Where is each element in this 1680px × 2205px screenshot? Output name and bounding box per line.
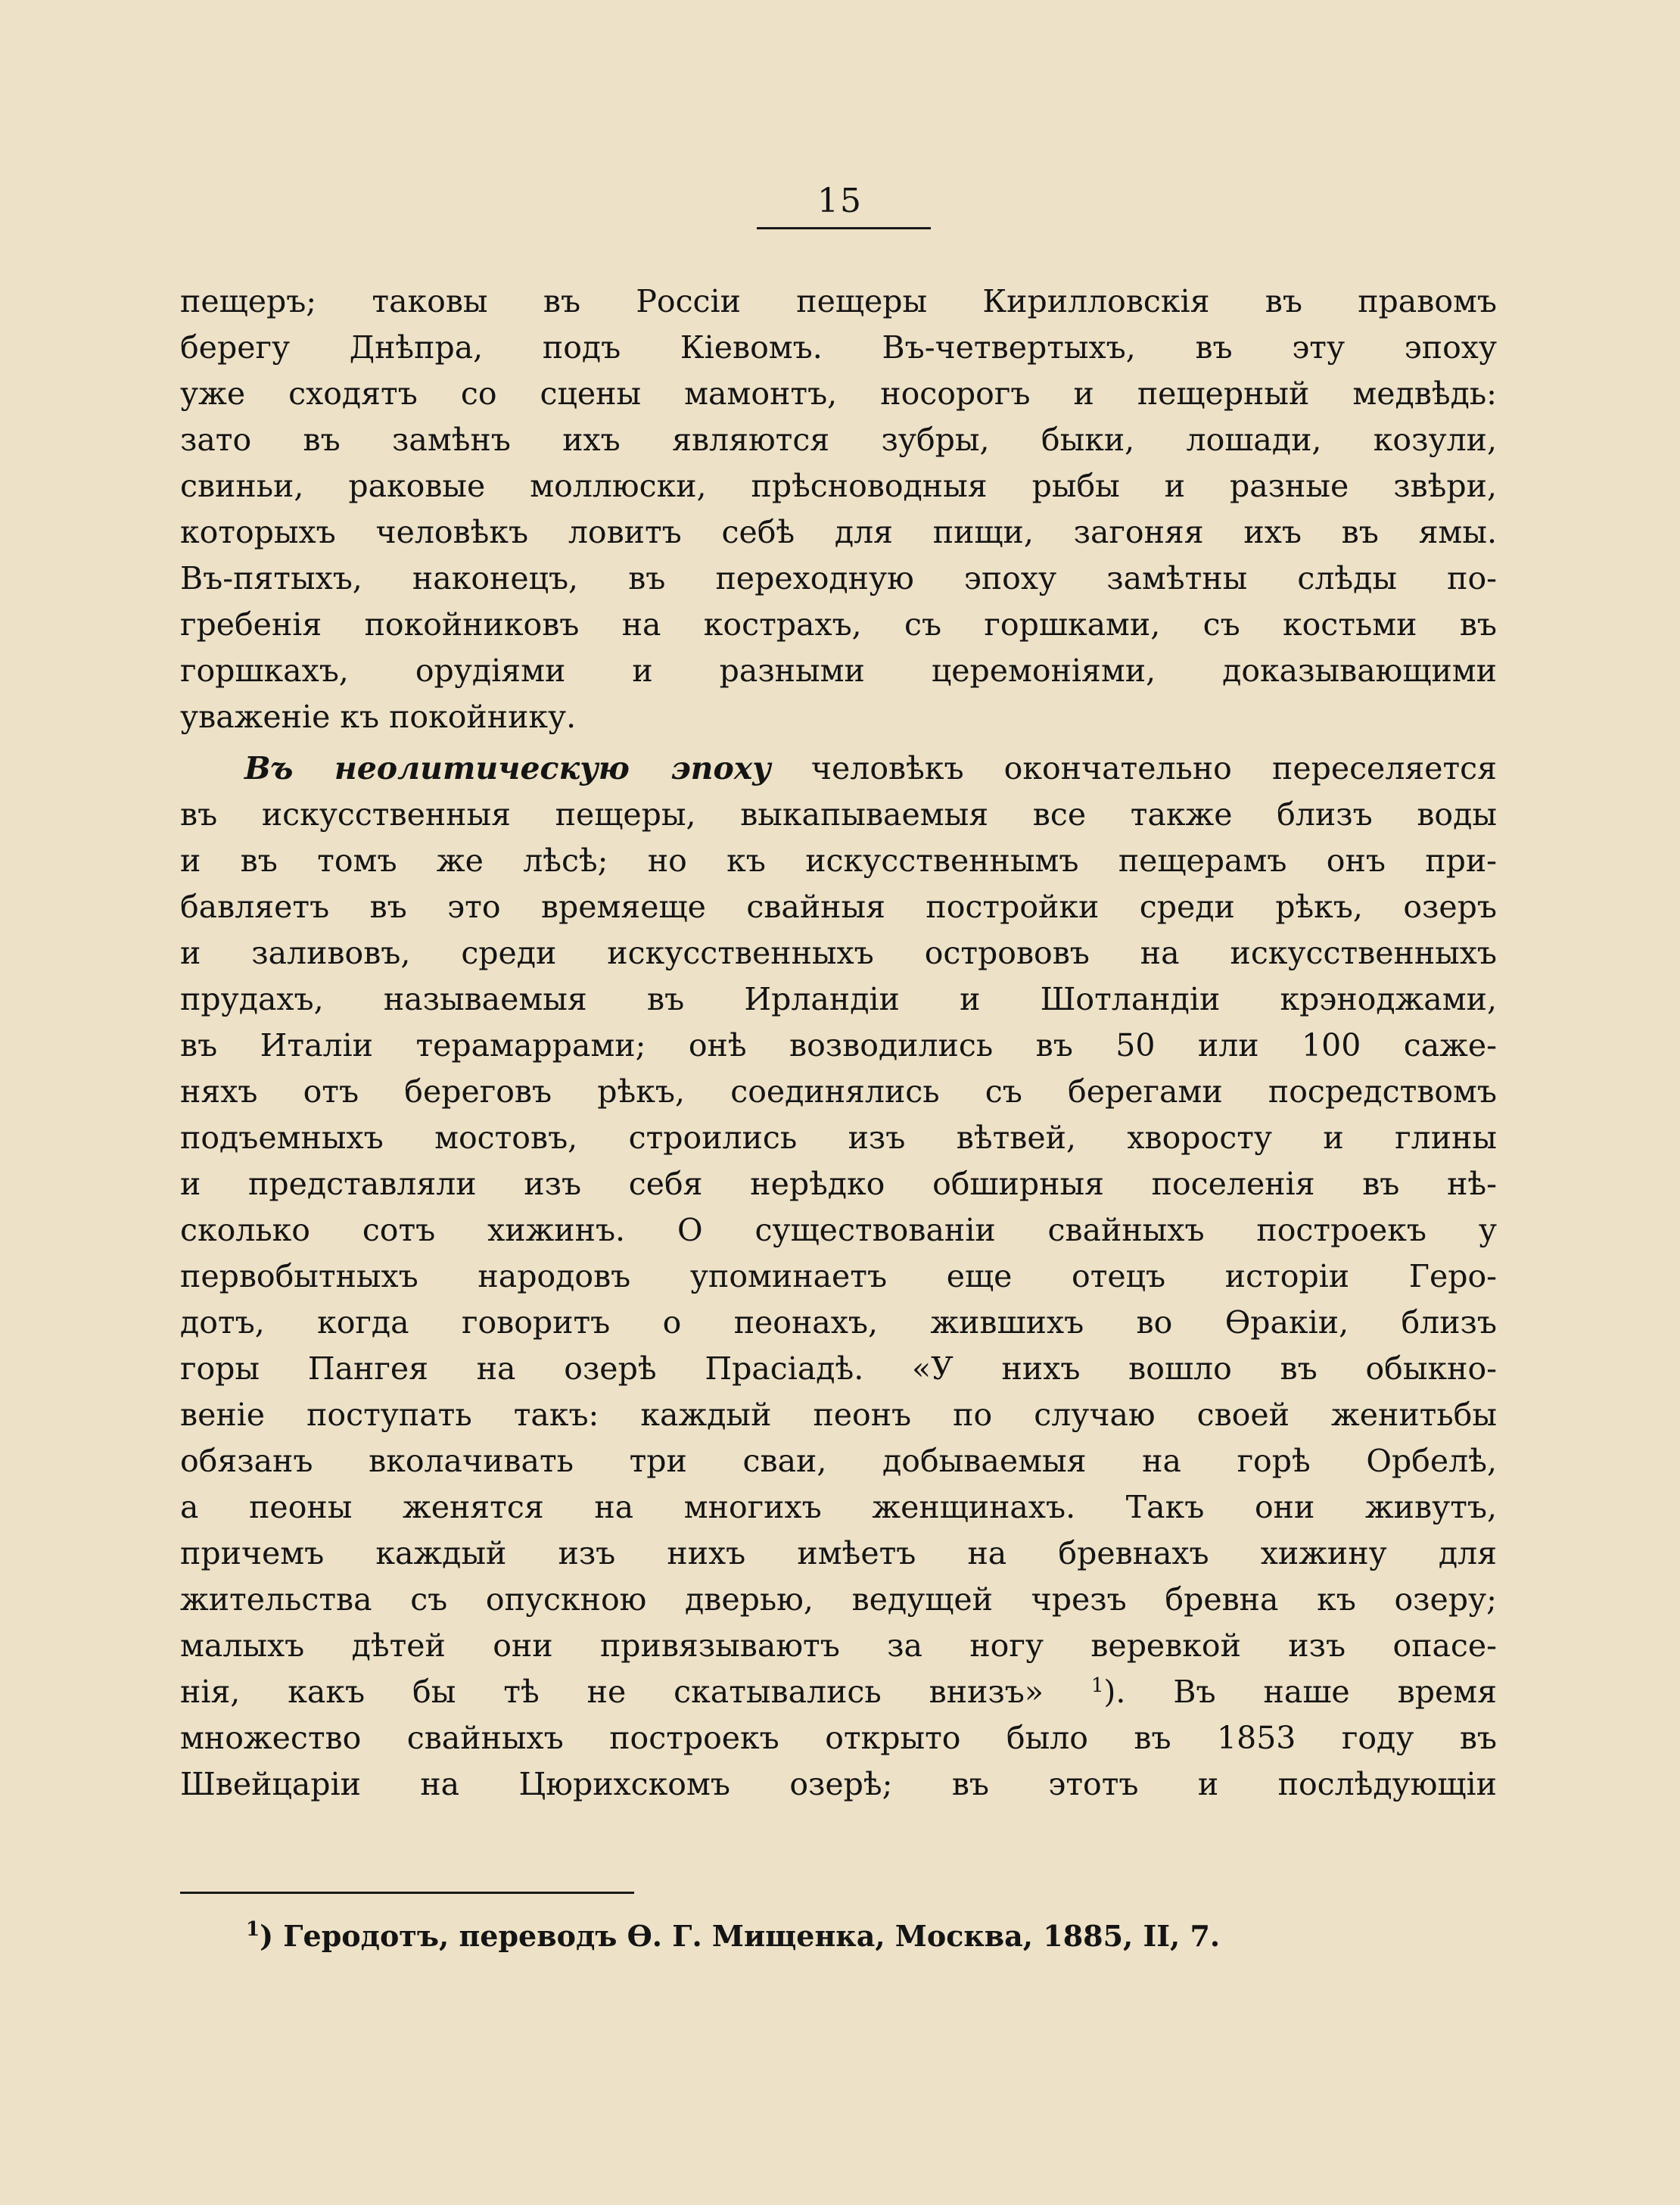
text-line: веніе поступать такъ: каждый пеонъ по случаю своей женитьбы <box>180 1397 1497 1433</box>
text-fragment: человѣкъ окончательно переселяется <box>770 750 1497 786</box>
text-line <box>180 746 1497 792</box>
text-fragment: ). Въ наше время <box>1103 1674 1497 1710</box>
text-line: въ Италіи терамаррами; онѣ возводились въ 50 или 100 саже- <box>180 1027 1497 1064</box>
text-fragment: нія, какъ бы тѣ не скатывались внизъ» <box>180 1674 1091 1710</box>
page-number: 15 <box>817 182 863 220</box>
text-line: уваженіе къ покойнику. <box>180 699 577 735</box>
emphasized-term: Въ неолитическую эпоху <box>244 750 771 786</box>
text-line: бавляетъ въ это времяеще свайныя постройки среди рѣкъ, озеръ <box>180 889 1497 925</box>
text-line: причемъ каждый изъ нихъ имѣетъ на бревнахъ хижину для <box>180 1535 1497 1571</box>
text-line: уже сходятъ со сцены мамонтъ, носорогъ и пещерный медвѣдь: <box>180 375 1497 412</box>
text-line: пещеръ; таковы въ Россіи пещеры Кирилловскія въ правомъ <box>180 283 1497 319</box>
footnote <box>246 1915 1220 1957</box>
text-line <box>180 1669 1497 1715</box>
text-line: а пеоны женятся на многихъ женщинахъ. Такъ они живутъ, <box>180 1489 1497 1525</box>
text-line: жительства съ опускною дверью, ведущей чрезъ бревна къ озеру; <box>180 1581 1497 1618</box>
text-line: дотъ, когда говоритъ о пеонахъ, жившихъ во Ѳракіи, близъ <box>180 1304 1497 1341</box>
text-line: горы Пангея на озерѣ Прасіадѣ. «У нихъ вошло въ обыкно- <box>180 1350 1497 1387</box>
body-text <box>180 279 1497 1808</box>
text-line: обязанъ вколачивать три сваи, добываемыя на горѣ Орбелѣ, <box>180 1443 1497 1479</box>
text-line: Въ-пятыхъ, наконецъ, въ переходную эпоху замѣтны слѣды по- <box>180 560 1497 596</box>
text-line: зато въ замѣнъ ихъ являются зубры, быки, лошади, козули, <box>180 422 1497 458</box>
text-line: которыхъ человѣкъ ловитъ себѣ для пищи, загоняя ихъ въ ямы. <box>180 514 1497 550</box>
text-line: подъемныхъ мостовъ, строились изъ вѣтвей, хворосту и глины <box>180 1120 1497 1156</box>
text-line: прудахъ, называемыя въ Ирландіи и Шотландіи крэноджами, <box>180 981 1497 1017</box>
text-line: сколько сотъ хижинъ. О существованіи свайныхъ построекъ у <box>180 1212 1497 1248</box>
text-line: и представляли изъ себя нерѣдко обширныя поселенія въ нѣ- <box>180 1166 1497 1202</box>
text-line: гребенія покойниковъ на кострахъ, съ горшками, съ костьми въ <box>180 606 1497 643</box>
text-line: въ искусственныя пещеры, выкапываемыя все также близъ воды <box>180 796 1497 833</box>
text-line: берегу Днѣпра, подъ Кіевомъ. Въ-четвертыхъ, въ эту эпоху <box>180 329 1497 366</box>
text-line: множество свайныхъ построекъ открыто было въ 1853 году въ <box>180 1720 1497 1756</box>
footnote-marker: 1 <box>246 1918 260 1941</box>
page-number-rule <box>757 227 931 229</box>
text-line: малыхъ дѣтей они привязываютъ за ногу веревкой изъ опасе- <box>180 1627 1497 1664</box>
text-line: горшкахъ, орудіями и разными церемоніями, доказывающими <box>180 652 1497 689</box>
footnote-rule <box>180 1892 634 1894</box>
text-line: няхъ отъ береговъ рѣкъ, соединялись съ берегами посредствомъ <box>180 1073 1497 1110</box>
footnote-reference[interactable]: 1 <box>1090 1674 1104 1697</box>
text-line: и въ томъ же лѣсѣ; но къ искусственнымъ пещерамъ онъ при- <box>180 842 1497 879</box>
text-line: и заливовъ, среди искусственныхъ острововъ на искусственныхъ <box>180 935 1497 971</box>
text-line: первобытныхъ народовъ упоминаетъ еще отецъ исторіи Геро- <box>180 1258 1497 1294</box>
footnote-text: ) Геродотъ, переводъ Ѳ. Г. Мищенка, Москва, 1885, II, 7. <box>260 1919 1221 1953</box>
paragraph-gap <box>180 740 1497 746</box>
text-line: Швейцаріи на Цюрихскомъ озерѣ; въ этотъ и послѣдующіи <box>180 1766 1497 1802</box>
text-line: свиньи, раковые моллюски, прѣсноводныя рыбы и разные звѣри, <box>180 468 1497 504</box>
